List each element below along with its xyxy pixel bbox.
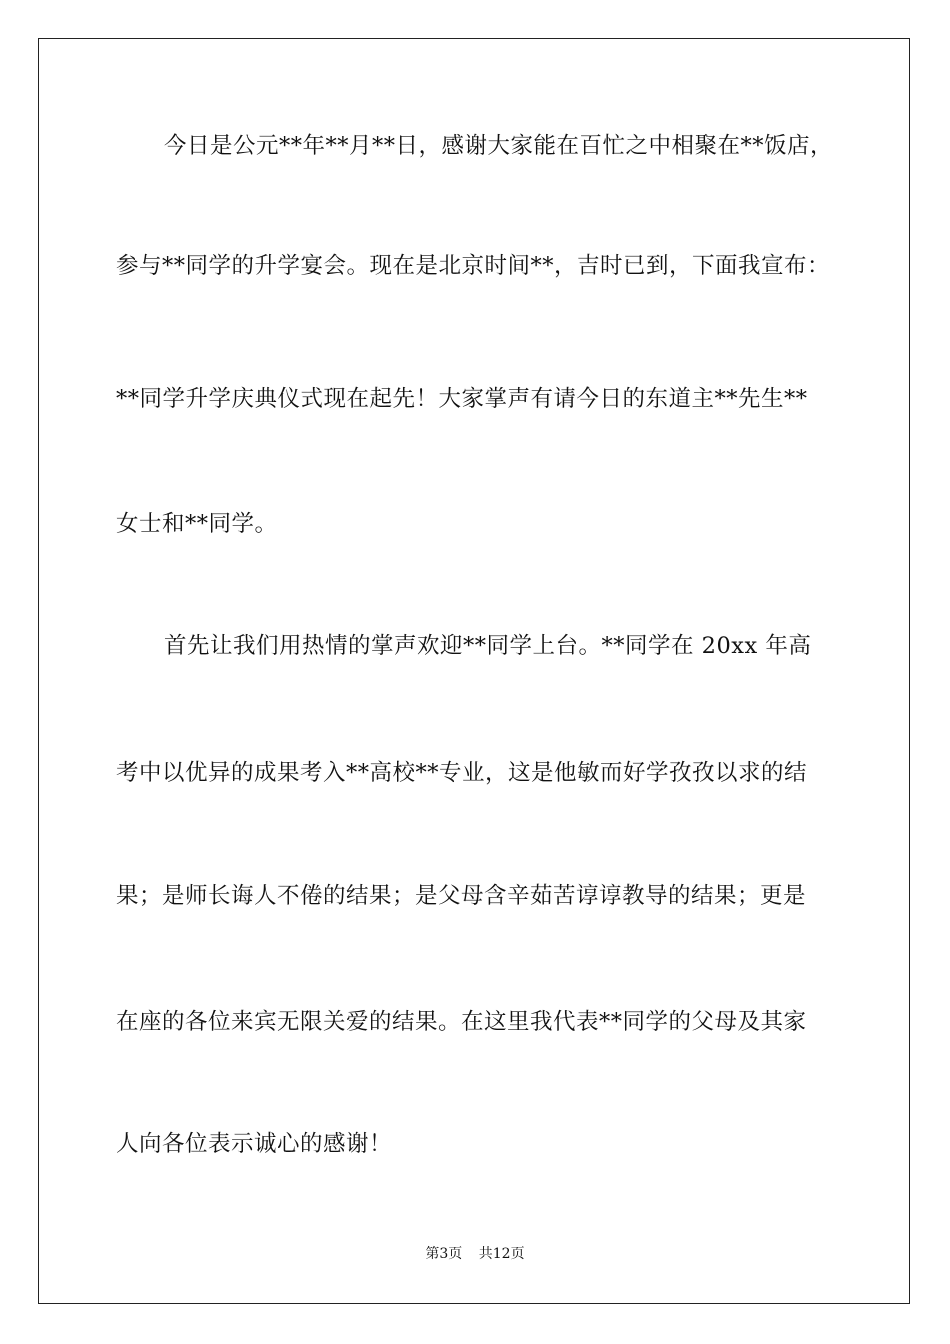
page-footer	[0, 1244, 950, 1264]
paragraph-2-line-4: 在座的各位来宾无限关爱的结果。在这里我代表**同学的父母及其家	[116, 1009, 807, 1035]
paragraph-1-line-3: **同学升学庆典仪式现在起先！大家掌声有请今日的东道主**先生**	[116, 386, 808, 412]
page-total: 共12页	[478, 1246, 525, 1262]
paragraph-2-line-3: 果；是师长诲人不倦的结果；是父母含辛茹苦谆谆教导的结果；更是	[116, 883, 807, 909]
paragraph-2-line-5: 人向各位表示诚心的感谢！	[116, 1131, 393, 1157]
paragraph-1-line-1: 今日是公元**年**月**日，感谢大家能在百忙之中相聚在**饭店，	[164, 133, 834, 159]
paragraph-1-line-2: 参与**同学的升学宴会。现在是北京时间**，吉时已到，下面我宣布：	[116, 253, 831, 279]
paragraph-1-line-4: 女士和**同学。	[116, 511, 278, 537]
paragraph-2-line-2: 考中以优异的成果考入**高校**专业，这是他敏而好学孜孜以求的结	[116, 760, 808, 786]
paragraph-2-line-1: 首先让我们用热情的掌声欢迎**同学上台。**同学在 20xx 年高	[164, 633, 812, 659]
page-border	[38, 38, 910, 1304]
page-number: 第3页	[425, 1246, 463, 1262]
